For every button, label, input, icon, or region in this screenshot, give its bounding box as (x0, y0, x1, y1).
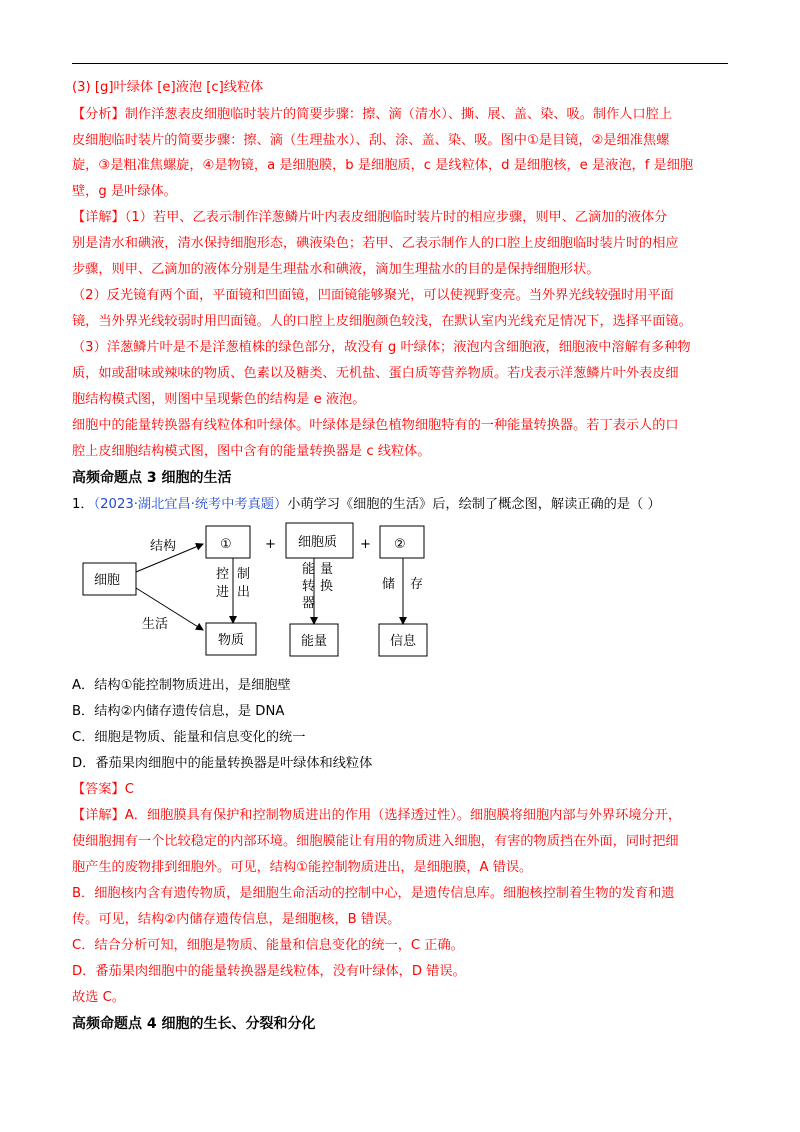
energy-label: 能量 (301, 634, 328, 649)
explain-line: 使细胞拥有一个比较稳定的内部环境。细胞膜能让有用的物质进入细胞，有害的物质挡在外面，同时把细 (72, 834, 679, 849)
explain-line: 【详解】A．细胞膜具有保护和控制物质进出的作用（选择透过性）。细胞膜将细胞内部与外界环境分开， (72, 808, 682, 823)
structure-label: 结构 (150, 539, 177, 554)
detail-line: （2）反光镜有两个面，平面镜和凹面镜，凹面镜能够聚光，可以使视野变亮。当外界光线较强时用平面 (72, 288, 674, 303)
question-1 (72, 496, 661, 514)
structure-2-label: ② (394, 537, 406, 552)
control-char: 出 (237, 585, 251, 600)
detail-line: （3）洋葱鳞片叶是不是洋葱植株的绿色部分，故没有 g 叶绿体；液泡内含细胞液，细胞液中溶解有多种物 (72, 340, 691, 355)
question-number: 1． (72, 497, 94, 512)
explain-line: 故选 C。 (72, 990, 125, 1005)
section-heading: 高频命题点 3 细胞的生活 (72, 470, 232, 486)
question-source: （2023·湖北宜昌·统考中考真题） (93, 497, 288, 512)
detail-line: 【详解】（1）若甲、乙表示制作洋葱鳞片叶内表皮细胞临时装片时的相应步骤，则甲、乙滴加的液体分 (72, 210, 668, 225)
explain-line: C．结合分析可知，细胞是物质、能量和信息变化的统一，C 正确。 (72, 938, 464, 953)
analysis-line: 壁，g 是叶绿体。 (72, 184, 177, 199)
explain-line: D．番茄果肉细胞中的能量转换器是线粒体，没有叶绿体，D 错误。 (72, 964, 466, 979)
detail-line: 步骤，则甲、乙滴加的液体分别是生理盐水和碘液，滴加生理盐水的目的是保持细胞形状。 (72, 262, 600, 277)
option-a: A．结构①能控制物质进出，是细胞壁 (72, 678, 291, 693)
plus-sign: + (360, 537, 371, 552)
explain-line: 传。可见，结构②内储存遗传信息，是细胞核，B 错误。 (72, 912, 401, 927)
detail-line: 质，如或甜味或辣味的物质、色素以及糖类、无机盐、蛋白质等营养物质。若戊表示洋葱鳞片叶外表皮细 (72, 366, 679, 381)
analysis-line: 【分析】制作洋葱表皮细胞临时装片的简要步骤：擦、滴（清水）、撕、展、盖、染、吸。制作人口腔上 (72, 107, 673, 122)
detail-line: 细胞中的能量转换器有线粒体和叶绿体。叶绿体是绿色植物细胞特有的一种能量转换器。若丁表示人的口 (72, 418, 679, 433)
energy-conv-char: 量 (320, 562, 334, 577)
explain-line: B．细胞核内含有遗传物质，是细胞生命活动的控制中心，是遗传信息库。细胞核控制着生物的发育和遗 (72, 886, 675, 901)
option-c: C．细胞是物质、能量和信息变化的统一 (72, 730, 306, 745)
explain-line: 胞产生的废物排到细胞外。可见，结构①能控制物质进出，是细胞膜，A 错误。 (72, 860, 533, 875)
control-char: 进 (216, 585, 230, 600)
section-heading: 高频命题点 4 细胞的生长、分裂和分化 (72, 1016, 316, 1032)
option-b: B．结构②内储存遗传信息，是 DNA (72, 704, 285, 719)
control-char: 制 (237, 567, 251, 582)
answer-label: 【答案】C (72, 782, 134, 797)
answer-line-3: (3) [g]叶绿体 [e]液泡 [c]线粒体 (72, 80, 264, 95)
control-char: 控 (216, 567, 230, 582)
concept-map (80, 520, 440, 660)
structure-1-label: ① (220, 537, 232, 552)
energy-conv-char: 能 (302, 562, 316, 577)
detail-line: 腔上皮细胞结构模式图，图中含有的能量转换器是 c 线粒体。 (72, 444, 431, 459)
analysis-line: 旋，③是粗准焦螺旋，④是物镜，a 是细胞膜，b 是细胞质，c 是线粒体，d 是细胞核，e 是液泡，f 是细胞 (72, 158, 694, 173)
info-label: 信息 (390, 634, 417, 649)
detail-line: 胞结构模式图，则图中呈现紫色的结构是 e 液泡。 (72, 392, 366, 407)
option-d: D．番茄果肉细胞中的能量转换器是叶绿体和线粒体 (72, 756, 373, 771)
storage-char: 存 (410, 577, 424, 592)
plus-sign: + (265, 537, 276, 552)
analysis-line: 皮细胞临时装片的简要步骤：擦、滴（生理盐水）、刮、涂、盖、染、吸。图中①是目镜，②是细准焦螺 (72, 133, 670, 148)
energy-conv-char: 转 (302, 579, 316, 594)
energy-conv-char: 换 (320, 579, 334, 594)
storage-char: 储 (382, 577, 396, 592)
header-rule (72, 63, 728, 64)
life-label: 生活 (142, 617, 169, 632)
energy-conv-char: 器 (302, 596, 316, 611)
substance-label: 物质 (218, 633, 245, 648)
detail-line: 别是清水和碘液，清水保持细胞形态，碘液染色；若甲、乙表示制作人的口腔上皮细胞临时装片时的相应 (72, 236, 679, 251)
detail-line: 镜，当外界光线较弱时用凹面镜。人的口腔上皮细胞颜色较浅，在默认室内光线充足情况下，选择平面镜。 (72, 314, 692, 329)
cell-label: 细胞 (94, 573, 121, 588)
cytoplasm-label: 细胞质 (298, 535, 338, 550)
question-stem: 小萌学习《细胞的生活》后，绘制了概念图，解读正确的是（ ） (287, 497, 661, 512)
